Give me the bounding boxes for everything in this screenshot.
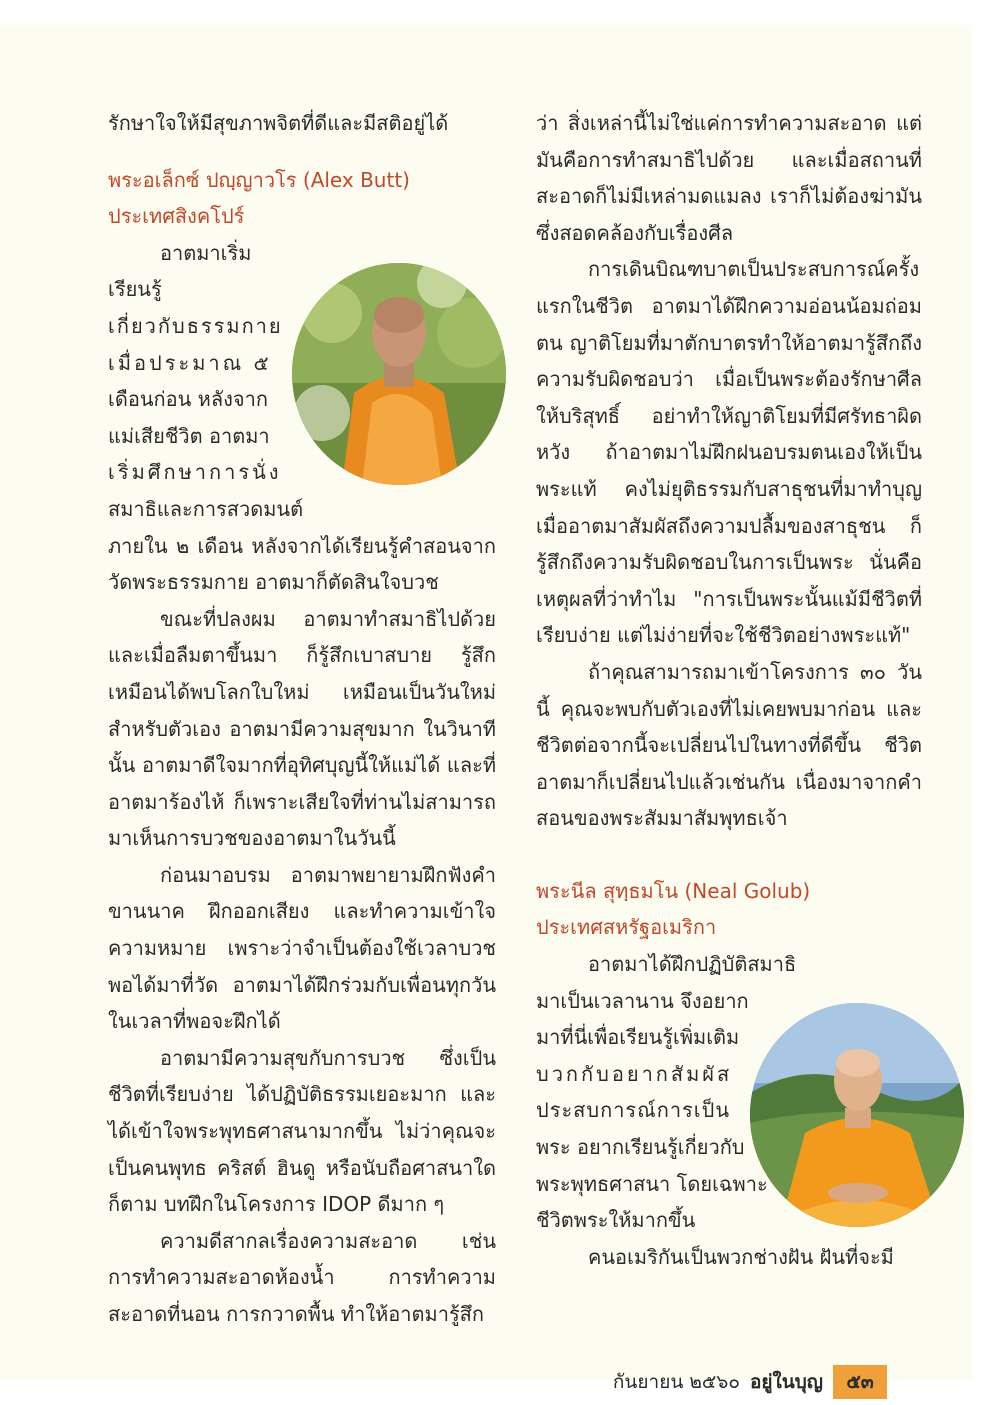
issue-date: กันยายน ๒๕๖๐ (612, 1371, 740, 1393)
intro-line: รักษาใจให้มีสุขภาพจิตที่ดีและมีสติอยู่ได้ (108, 111, 449, 135)
section1-continued-para: ว่า สิ่งเหล่านี้ไม่ใช่แค่การทำความสะอาด แต่มันคือการทำสมาธิไปด้วย และเมื่อสถานที่สะอาดก็ไม่มีเหล่ามดแมลง เราก็ไม่ต้องฆ่ามัน ซึ่งสอดคล้องกับเรื่องศีล (536, 111, 922, 245)
wrap-line-4: บวกกับอยากสัมผัส (536, 1061, 733, 1086)
wrap-line-6: พระ อยากเรียนรู้เกี่ยวกับ (536, 1135, 745, 1160)
alms-round-para: การเดินบิณฑบาตเป็นประสบการณ์ครั้งแรกในชีวิต อาตมาได้ฝึกความอ่อนน้อมถ่อมตน ญาติโยมที่มาตักบาตรทำให้อาตมารู้สึกถึงความรับผิดชอบว่า เมื่อเป็นพระต้องรักษาศีลให้บริสุทธิ์ อย่าทำให้ญาติโยมที่มีศรัทธาผิดหวัง ถ้าอาตมาไม่ฝึกฝนอบรมตนเองให้เป็นพระแท้ คงไม่ยุติธรรมกับสาธุชนที่มาทำบุญ เมื่ออาตมาสัมผัสถึงความปลื้มของสาธุชน ก็รู้สึกถึงความรับผิดชอบในการเป็นพระ นั่นคือเหตุผลที่ว่าทำไม "การเป็นพระนั้นแม้มีชีวิตที่เรียบง่าย แต่ไม่ง่ายที่จะใช้ชีวิตอย่างพระแท้" (536, 257, 922, 648)
section2-monk-name: พระนีล สุทฺธมโน (Neal Golub) (536, 878, 811, 903)
section2-last-line: คนอเมริกันเป็นพวกช่างฝัน ฝันที่จะมี (588, 1244, 894, 1269)
wrap-line-6: เริ่มศึกษาการนั่ง (108, 460, 282, 485)
wrap-line-3: มาที่นี่เพื่อเรียนรู้เพิ่มเติม (536, 1025, 740, 1050)
section1-wrapped-text (108, 235, 304, 528)
wrap-line-1: อาตมาได้ฝึกปฏิบัติสมาธิ (588, 952, 797, 977)
section1-para3: ก่อนมาอบรม อาตมาพยายามฝึกฟังคำขานนาค ฝึกออกเสียง และทำความเข้าใจความหมาย เพราะว่าจำเป็นต้องใช้เวลาบวชพอได้มาที่วัด อาตมาได้ฝึกร่วมกับเพื่อนทุกวันในเวลาที่พอจะฝึกได้ (108, 862, 496, 1034)
wrap-line-4: เดือนก่อน หลังจาก (108, 387, 268, 412)
wrap-line-7: พระพุทธศาสนา โดยเฉพาะ (536, 1171, 768, 1196)
magazine-page (0, 25, 972, 1393)
section1-para1-rest: ภายใน ๒ เดือน หลังจากได้เรียนรู้คำสอนจากวัดพระธรรมกาย อาตมาก็ตัดสินใจบวช (108, 533, 496, 595)
wrap-line-3: เมื่อประมาณ ๕ (108, 350, 272, 375)
section1-para5: ความดีสากลเรื่องความสะอาด เช่น การทำความสะอาดห้องน้ำ การทำความสะอาดที่นอน การกวาดพื้น ทำให้อาตมารู้สึก (108, 1228, 496, 1326)
section1-country: ประเทศสิงคโปร์ (108, 204, 245, 229)
program-invitation-para: ถ้าคุณสามารถมาเข้าโครงการ ๓๐ วันนี้ คุณจะพบกับตัวเองที่ไม่เคยพบมาก่อน และชีวิตต่อจากนี้จะเปลี่ยนไปในทางที่ดีขึ้น ชีวิตอาตมาก็เปลี่ยนไปแล้วเช่นกัน เนื่องมาจากคำสอนของพระสัมมาสัมพุทธเจ้า (536, 659, 922, 831)
section2-wrapped-text (536, 946, 797, 1239)
section2-country: ประเทศสหรัฐอเมริกา (536, 915, 717, 940)
wrap-line-5: แม่เสียชีวิต อาตมา (108, 423, 270, 448)
section1-monk-name: พระอเล็กซ์ ปญฺญาวโร (Alex Butt) (108, 167, 410, 192)
section1-para4: อาตมามีความสุขกับการบวช ซึ่งเป็นชีวิตที่เรียบง่าย ได้ปฏิบัติธรรมเยอะมาก และได้เข้าใจพระพุทธศาสนามากขึ้น ไม่ว่าคุณจะเป็นคนพุทธ คริสต์ ฮินดู หรือนับถือศาสนาใดก็ตาม บทฝึกในโครงการ IDOP ดีมาก ๆ (108, 1045, 496, 1217)
page-number-badge: ๕๓ (833, 1365, 887, 1399)
alex-butt-photo (292, 263, 506, 485)
wrap-line-7: สมาธิและการสวดมนต์ (108, 496, 304, 521)
neal-golub-photo (750, 1003, 964, 1227)
page-footer (613, 1365, 887, 1399)
section1-para2: ขณะที่ปลงผม อาตมาทำสมาธิไปด้วย และเมื่อลืมตาขึ้นมา ก็รู้สึกเบาสบาย รู้สึกเหมือนได้พบโลกใบใหม่ เหมือนเป็นวันใหม่สำหรับตัวเอง อาตมามีความสุขมาก ในวินาทีนั้น อาตมาดีใจมากที่อุทิศบุญนี้ให้แม่ได้ และที่อาตมาร้องไห้ ก็เพราะเสียใจที่ท่านไม่สามารถมาเห็นการบวชของอาตมาในวันนี้ (108, 606, 496, 851)
wrap-line-1: อาตมาเริ่มเรียนรู้ (108, 240, 252, 302)
wrap-line-8: ชีวิตพระให้มากขึ้น (536, 1208, 696, 1233)
wrap-line-2: เกี่ยวกับธรรมกาย (108, 313, 283, 338)
wrap-line-2: มาเป็นเวลานาน จึงอยาก (536, 988, 749, 1013)
magazine-name: อยู่ในบุญ (749, 1371, 823, 1393)
wrap-line-5: ประสบการณ์การเป็น (536, 1098, 731, 1123)
